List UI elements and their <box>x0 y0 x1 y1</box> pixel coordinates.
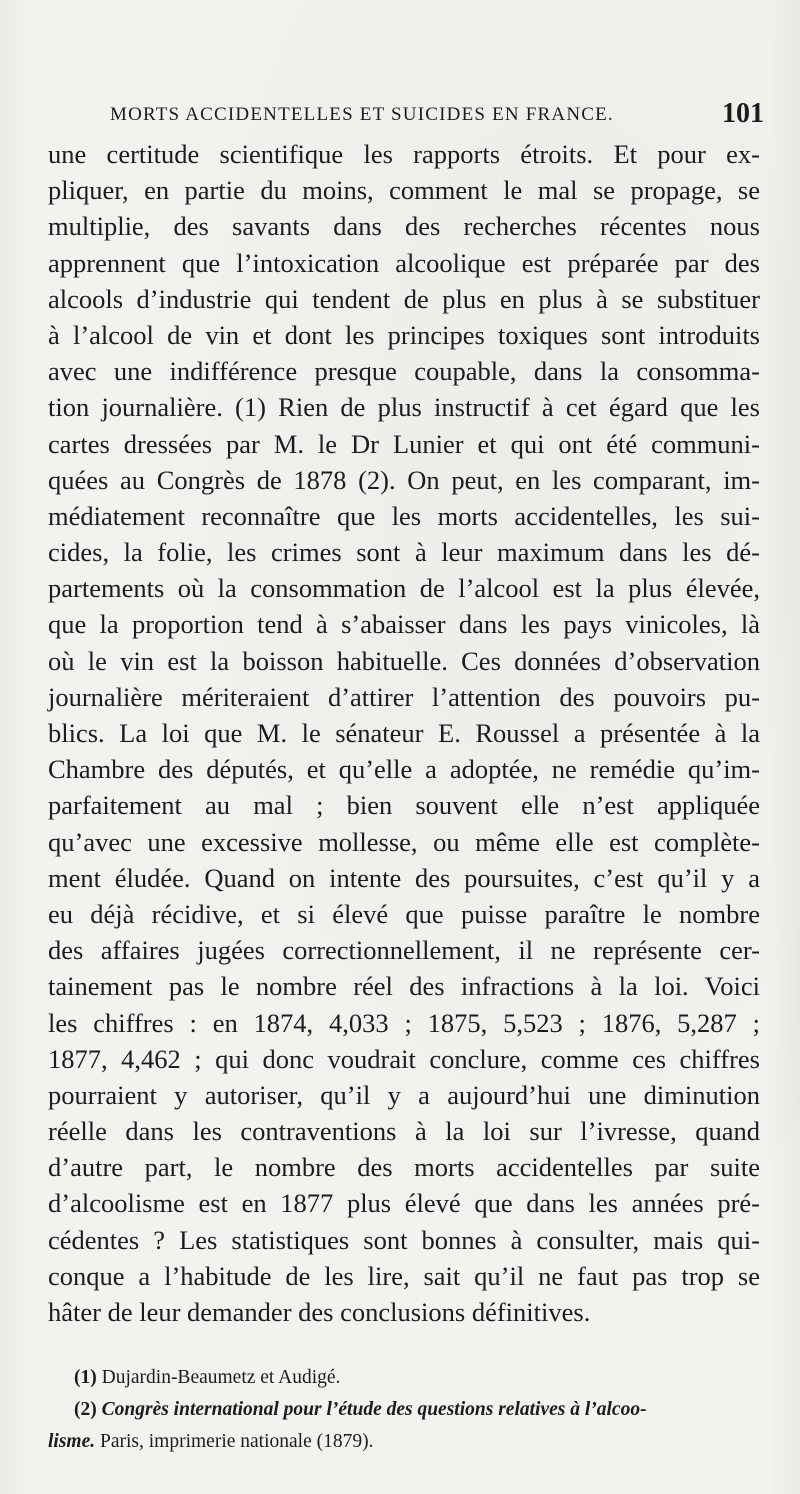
text-line: des affaires jugées correctionnellement, il ne représente cer- <box>48 935 760 966</box>
footnote-2 <box>48 1394 760 1426</box>
text-line: où le vin est la boisson habituelle. Ces données d’observation <box>48 645 760 676</box>
text-line: quées au Congrès de 1878 (2). On peut, en les comparant, im- <box>48 464 760 495</box>
text-line: qu’avec une excessive mollesse, ou même elle est complète- <box>48 826 760 857</box>
footnote-2-continuation <box>48 1426 760 1458</box>
text-line: tion journalière. (1) Rien de plus instructif à cet égard que les <box>48 392 760 423</box>
text-line: les chiffres : en 1874, 4,033 ; 1875, 5,523 ; 1876, 5,287 ; <box>48 1007 760 1038</box>
text-line: tainement pas le nombre réel des infractions à la loi. Voici <box>48 971 760 1002</box>
footnote-2-title: Congrès international pour l’étude des questions relatives à l’alcoo- <box>101 1399 647 1420</box>
text-line: ment éludée. Quand on intente des poursuites, c’est qu’il y a <box>48 862 760 893</box>
text-line: que la proportion tend à s’abaisser dans les pays vinicoles, là <box>48 609 760 640</box>
footnotes <box>48 1362 760 1458</box>
text-line: parfaitement au mal ; bien souvent elle n’est appliquée <box>48 790 760 821</box>
text-line: une certitude scientifique les rapports étroits. Et pour ex- <box>48 139 760 169</box>
text-line: eu déjà récidive, et si élevé que puisse paraître le nombre <box>48 898 760 929</box>
text-line: Chambre des députés, et qu’elle a adoptée, ne remédie qu’im- <box>48 754 760 785</box>
text-line: 1877, 4,462 ; qui donc voudrait conclure, comme ces chiffres <box>48 1043 760 1074</box>
text-line: journalière mériteraient d’attirer l’attention des pouvoirs pu- <box>48 681 760 712</box>
running-header <box>110 100 764 134</box>
footnote-2-title-end: lisme. <box>48 1431 96 1452</box>
footnote-1-mark: (1) <box>74 1367 97 1388</box>
body-paragraph <box>48 136 760 1330</box>
text-line: d’autre part, le nombre des morts accidentelles par suite <box>48 1152 760 1183</box>
text-line: cides, la folie, les crimes sont à leur maximum dans les dé- <box>48 537 760 568</box>
running-title: MORTS ACCIDENTELLES ET SUICIDES EN FRANCE. <box>110 104 614 125</box>
text-line: avec une indifférence presque coupable, dans la consomma- <box>48 356 760 387</box>
text-line: blics. La loi que M. le sénateur E. Roussel a présentée à la <box>48 718 760 748</box>
text-line: médiatement reconnaître que les morts accidentelles, les sui- <box>48 500 760 531</box>
text-line: apprennent que l’intoxication alcoolique est préparée par des <box>48 247 760 278</box>
text-line: pourraient y autoriser, qu’il y a aujourd’hui une diminution <box>48 1079 760 1110</box>
footnote-2-mark: (2) <box>74 1399 97 1420</box>
text-line: partements où la consommation de l’alcool est la plus élevée, <box>48 573 760 604</box>
text-line: d’alcoolisme est en 1877 plus élevé que dans les années pré- <box>48 1188 760 1219</box>
text-line: conque a l’habitude de les lire, sait qu’il ne faut pas trop se <box>48 1260 760 1291</box>
text-line-last: hâter de leur demander des conclusions définitives. <box>48 1297 591 1327</box>
text-line: multiplie, des savants dans des recherches récentes nous <box>48 211 760 242</box>
footnote-1-text: Dujardin-Beaumetz et Audigé. <box>101 1367 341 1388</box>
footnote-1 <box>48 1362 760 1394</box>
text-line: à l’alcool de vin et dont les principes toxiques sont introduits <box>48 319 760 350</box>
text-line: alcools d’industrie qui tendent de plus en plus à se substituer <box>48 283 760 314</box>
text-line: réelle dans les contraventions à la loi sur l’ivresse, quand <box>48 1116 760 1147</box>
text-line: cédentes ? Les statistiques sont bonnes à consulter, mais qui- <box>48 1224 760 1255</box>
text-line: cartes dressées par M. le Dr Lunier et qui ont été communi- <box>48 428 760 459</box>
footnote-2-publisher: Paris, imprimerie nationale (1879). <box>95 1431 374 1452</box>
text-line: pliquer, en partie du moins, comment le mal se propage, se <box>48 175 760 206</box>
page-number: 101 <box>722 98 764 129</box>
